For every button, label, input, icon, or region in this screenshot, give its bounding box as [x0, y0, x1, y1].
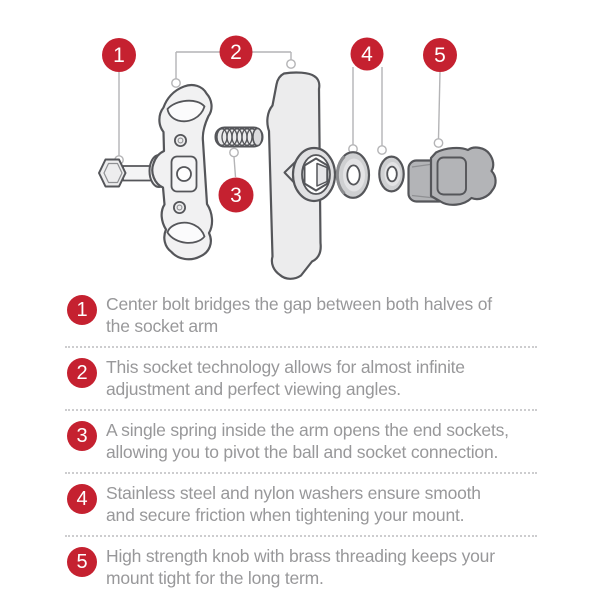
callout-2-badge [220, 36, 253, 69]
callout-leader-1 [115, 72, 123, 164]
item-1-number-badge: 1 [67, 295, 97, 325]
callout-1-number: 1 [113, 44, 125, 67]
list-item-2 [65, 346, 537, 409]
item-3-number-badge: 3 [67, 421, 97, 451]
callout-leader-3 [230, 148, 238, 177]
item-1-line2: the socket arm [106, 316, 218, 336]
feature-list [65, 285, 537, 598]
callout-4-badge [351, 38, 384, 71]
callout-leader-4 [349, 67, 386, 154]
item-5-line1: High strength knob with brass threading keeps your [106, 546, 495, 566]
list-item-5 [65, 535, 537, 598]
item-3-line1: A single spring inside the arm opens the end sockets, [106, 420, 509, 440]
exploded-parts-diagram [0, 0, 600, 290]
item-1-line1: Center bolt bridges the gap between both halves of [106, 294, 492, 314]
list-item-3 [65, 409, 537, 472]
item-5-text [106, 545, 495, 589]
list-item-4 [65, 472, 537, 535]
item-3-line2: allowing you to pivot the ball and socket connection. [106, 442, 499, 462]
item-5-line2: mount tight for the long term. [106, 568, 324, 588]
callout-3-number: 3 [230, 184, 242, 207]
callout-1-badge [102, 38, 136, 72]
item-2-number-badge: 2 [67, 358, 97, 388]
callout-leader-5 [434, 72, 442, 147]
callout-5-badge [423, 38, 457, 72]
part-spring [216, 128, 263, 147]
callout-5-number: 5 [434, 44, 446, 67]
item-4-text [106, 482, 481, 526]
item-4-line1: Stainless steel and nylon washers ensure smooth [106, 483, 481, 503]
item-2-text [106, 356, 465, 400]
part-socket-arm-left-half [150, 85, 213, 259]
list-item-1 [65, 285, 537, 346]
item-2-line1: This socket technology allows for almost infinite [106, 357, 465, 377]
item-5-number-badge: 5 [67, 547, 97, 577]
item-2-line2: adjustment and perfect viewing angles. [106, 379, 401, 399]
part-washer-large [337, 152, 369, 198]
item-1-text [106, 293, 492, 337]
part-washer-small [379, 157, 403, 192]
callout-3-badge [219, 178, 254, 213]
callout-4-number: 4 [361, 43, 373, 66]
part-knob [409, 148, 496, 205]
item-4-number-badge: 4 [67, 484, 97, 514]
callout-2-number: 2 [230, 41, 242, 64]
item-3-text [106, 419, 509, 463]
item-4-line2: and secure friction when tightening your mount. [106, 505, 465, 525]
part-socket-arm-right-half [267, 72, 335, 278]
